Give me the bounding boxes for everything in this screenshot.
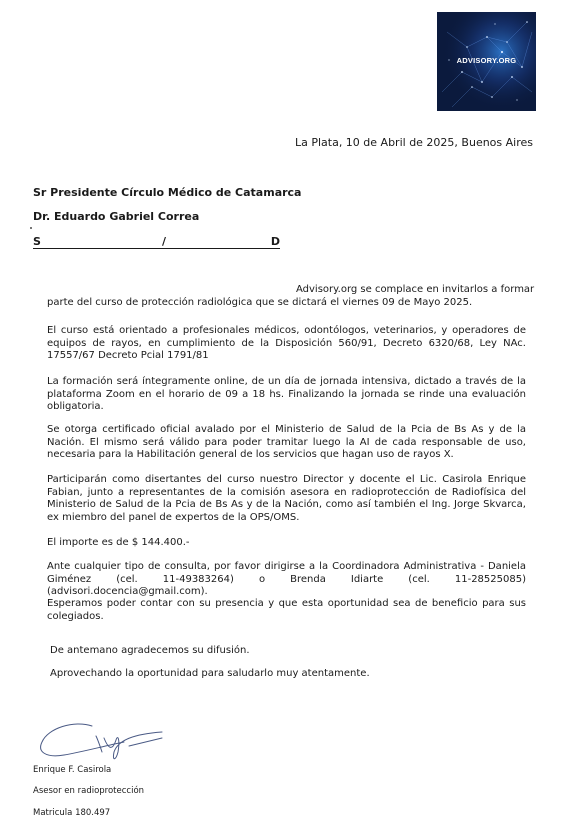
paragraph-10: Aprovechando la oportunidad para saludarlo muy atentamente. <box>50 668 370 679</box>
paragraph-3: La formación será íntegramente online, de un día de jornada intensiva, dictado a través de la plataforma Zoom en el horario de 09 a 18 hs. Finalizando la jornada se rinde una evaluación obligatoria. <box>47 376 526 412</box>
advisory-logo <box>437 12 536 111</box>
paragraph-8: Esperamos poder contar con su presencia y que esta oportunidad sea de beneficio para sus colegiados. <box>47 598 526 622</box>
recipient-line-1: Sr Presidente Círculo Médico de Catamarca <box>33 186 302 199</box>
signature-title: Asesor en radioprotección <box>33 786 145 796</box>
handwritten-signature <box>34 718 169 767</box>
sd-d: D <box>270 235 280 248</box>
signature-registration: Matricula 180.497 <box>33 808 111 818</box>
stray-mark <box>30 227 32 229</box>
paragraph-9: De antemano agradecemos su difusión. <box>50 645 250 656</box>
date-line: La Plata, 10 de Abril de 2025, Buenos Aires <box>294 136 533 149</box>
paragraph-2: El curso está orientado a profesionales médicos, odontólogos, veterinarios, y operadores de equipos de rayos, en cumplimiento de la Disposición 560/91, Decreto 6320/68, Ley NAc. 17557/67 Decreto Pcial 1791/81 <box>47 325 526 361</box>
paragraph-1-rest: parte del curso de protección radiológica que se dictará el viernes 09 de Mayo 2025. <box>47 297 473 308</box>
logo-text: ADVISORY.ORG <box>456 56 517 65</box>
recipient-line-2: Dr. Eduardo Gabriel Correa <box>33 210 200 223</box>
paragraph-7: Ante cualquier tipo de consulta, por favor dirigirse a la Coordinadora Administrativa - Daniela Giménez (cel. 11-49383264) o Brenda Idiarte (cel. 11-28525085) (advisori.docencia@gmail.com). <box>47 561 526 597</box>
paragraph-4: Se otorga certificado oficial avalado por el Ministerio de Salud de la Pcia de Bs As y de la Nación. El mismo será válido para poder tramitar luego la AI de cada responsable de uso, necesaria para la Habilitación general de los servicios que hagan uso de rayos X. <box>47 424 526 460</box>
paragraph-5: Participarán como disertantes del curso nuestro Director y docente el Lic. Casirola Enrique Fabian, junto a representantes de la comisión asesora en radioprotección de Radiofísica del Ministerio de Salud de la Pcia de Bs As y de la Nación, como así también el Ing. Jorge Skvarca, ex miembro del panel de expertos de la OPS/OMS. <box>47 474 526 523</box>
paragraph-6: El importe es de $ 144.400.- <box>47 537 190 548</box>
paragraph-1-start: Advisory.org se complace en invitarlos a formar <box>296 284 535 295</box>
signature-name: Enrique F. Casirola <box>33 765 112 775</box>
sd-salutation-line <box>33 235 280 249</box>
sd-slash: / <box>162 235 167 248</box>
sd-s: S <box>33 235 41 248</box>
